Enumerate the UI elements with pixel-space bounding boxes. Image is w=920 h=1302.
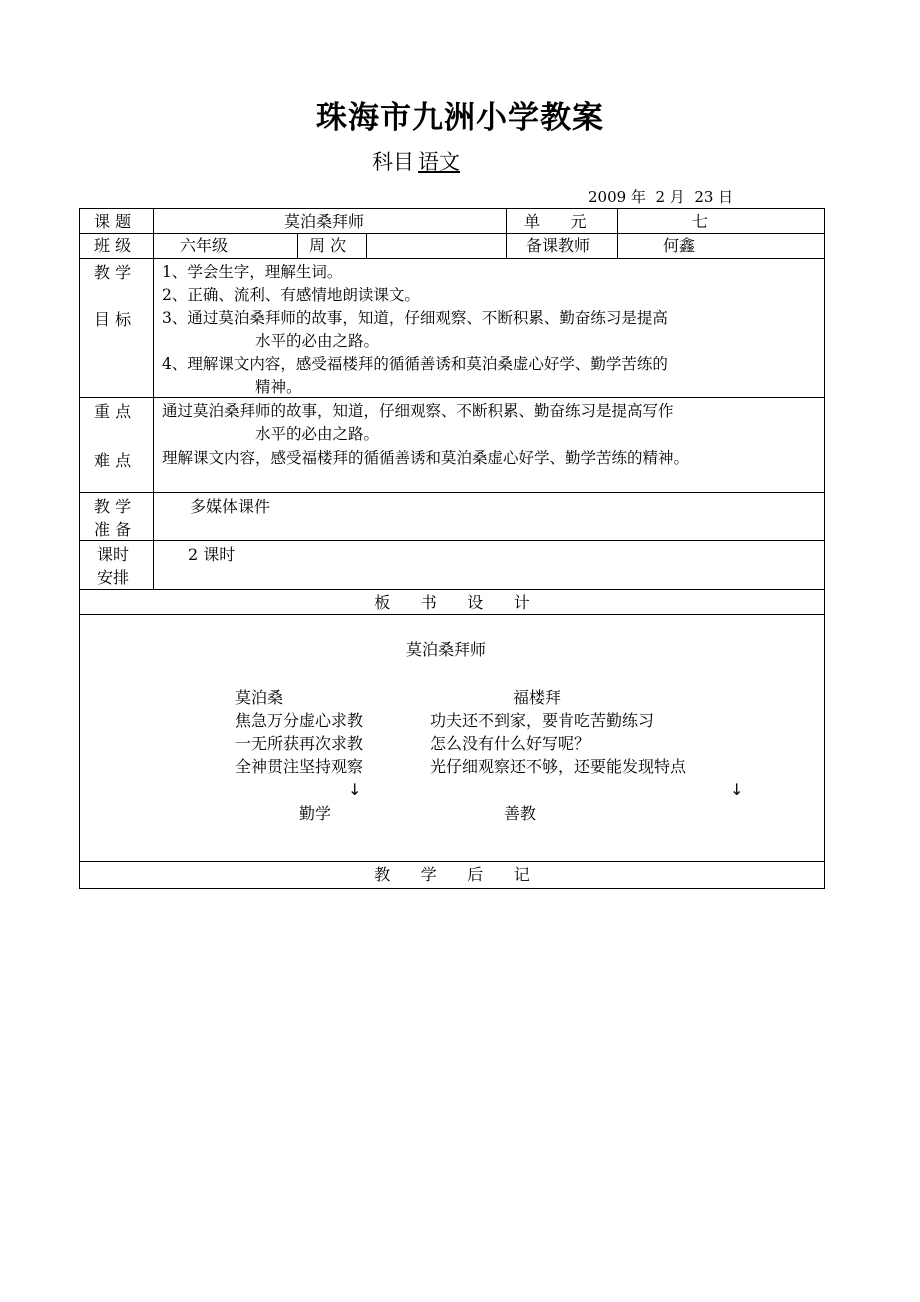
subject-label: 科目 <box>372 150 414 174</box>
column-divider <box>506 209 507 258</box>
goal-line: 精神。 <box>255 378 302 396</box>
goal-line: 3、通过莫泊桑拜师的故事，知道，仔细观察、不断积累、勤奋练习是提高 <box>162 309 668 327</box>
difficult-point-label: 难 点 <box>94 451 132 470</box>
goal-line: 1、学会生字，理解生词。 <box>162 263 343 281</box>
row-divider <box>80 589 824 590</box>
goals-label-bottom: 目 标 <box>94 310 132 329</box>
down-arrow-icon: ↓ <box>348 780 362 799</box>
goal-line: 4、理解课文内容，感受福楼拜的循循善诱和莫泊桑虚心好学、勤学苦练的 <box>162 355 668 373</box>
subject-line <box>372 146 464 176</box>
teacher-label: 备课教师 <box>526 236 591 255</box>
column-divider <box>297 233 298 258</box>
key-point-text-continued: 水平的必由之路。 <box>255 425 380 443</box>
row-divider <box>80 258 824 259</box>
lesson-date: 2009 年 2 月 23 日 <box>588 188 734 206</box>
column-divider <box>153 209 154 589</box>
board-left-line: 焦急万分虚心求教 <box>235 711 364 730</box>
goal-line: 水平的必由之路。 <box>255 332 380 350</box>
difficult-point-text: 理解课文内容，感受福楼拜的循循善诱和莫泊桑虚心好学、勤学苦练的精神。 <box>162 449 690 467</box>
unit-value: 七 <box>692 212 709 231</box>
schedule-value: 2 课时 <box>188 545 236 564</box>
prep-value: 多媒体课件 <box>190 497 271 516</box>
teacher-value: 何鑫 <box>663 236 696 255</box>
board-left-line: 全神贯注坚持观察 <box>235 757 364 776</box>
topic-label: 课 题 <box>94 212 132 231</box>
board-design-header: 板 书 设 计 <box>374 593 530 612</box>
board-left-line: 一无所获再次求教 <box>235 734 364 753</box>
board-right-line: 怎么没有什么好写呢？ <box>430 734 591 753</box>
board-title: 莫泊桑拜师 <box>406 640 487 659</box>
class-label: 班 级 <box>94 236 132 255</box>
board-right-result: 善教 <box>504 804 537 823</box>
row-divider <box>80 397 824 398</box>
row-divider <box>80 614 824 615</box>
row-divider <box>80 540 824 541</box>
board-right-head: 福楼拜 <box>513 688 562 707</box>
board-left-result: 勤学 <box>299 804 332 823</box>
schedule-label-bottom: 安排 <box>97 568 130 587</box>
key-point-text: 通过莫泊桑拜师的故事，知道，仔细观察、不断积累、勤奋练习是提高写作 <box>162 402 674 420</box>
goal-line: 2、正确、流利、有感情地朗读课文。 <box>162 286 420 304</box>
schedule-label-top: 课时 <box>97 545 130 564</box>
board-right-line: 功夫还不到家，要肯吃苦勤练习 <box>430 711 655 730</box>
prep-label-top: 教 学 <box>94 497 132 516</box>
subject-value: 语文 <box>418 150 460 174</box>
goals-label-top: 教 学 <box>94 263 132 282</box>
row-divider <box>80 861 824 862</box>
board-left-head: 莫泊桑 <box>235 688 284 707</box>
lesson-plan-table <box>79 208 825 889</box>
prep-label-bottom: 准 备 <box>94 520 132 539</box>
week-label: 周 次 <box>309 236 347 255</box>
down-arrow-icon: ↓ <box>730 780 744 799</box>
page-title: 珠海市九洲小学教案 <box>316 100 604 136</box>
board-right-line: 光仔细观察还不够，还要能发现特点 <box>430 757 687 776</box>
class-value: 六年级 <box>180 236 229 255</box>
column-divider <box>617 209 618 258</box>
unit-label: 单 元 <box>524 212 587 231</box>
afterword-header: 教 学 后 记 <box>374 865 530 884</box>
row-divider <box>80 492 824 493</box>
topic-value: 莫泊桑拜师 <box>284 212 365 231</box>
key-point-label: 重 点 <box>94 402 132 421</box>
column-divider <box>366 233 367 258</box>
